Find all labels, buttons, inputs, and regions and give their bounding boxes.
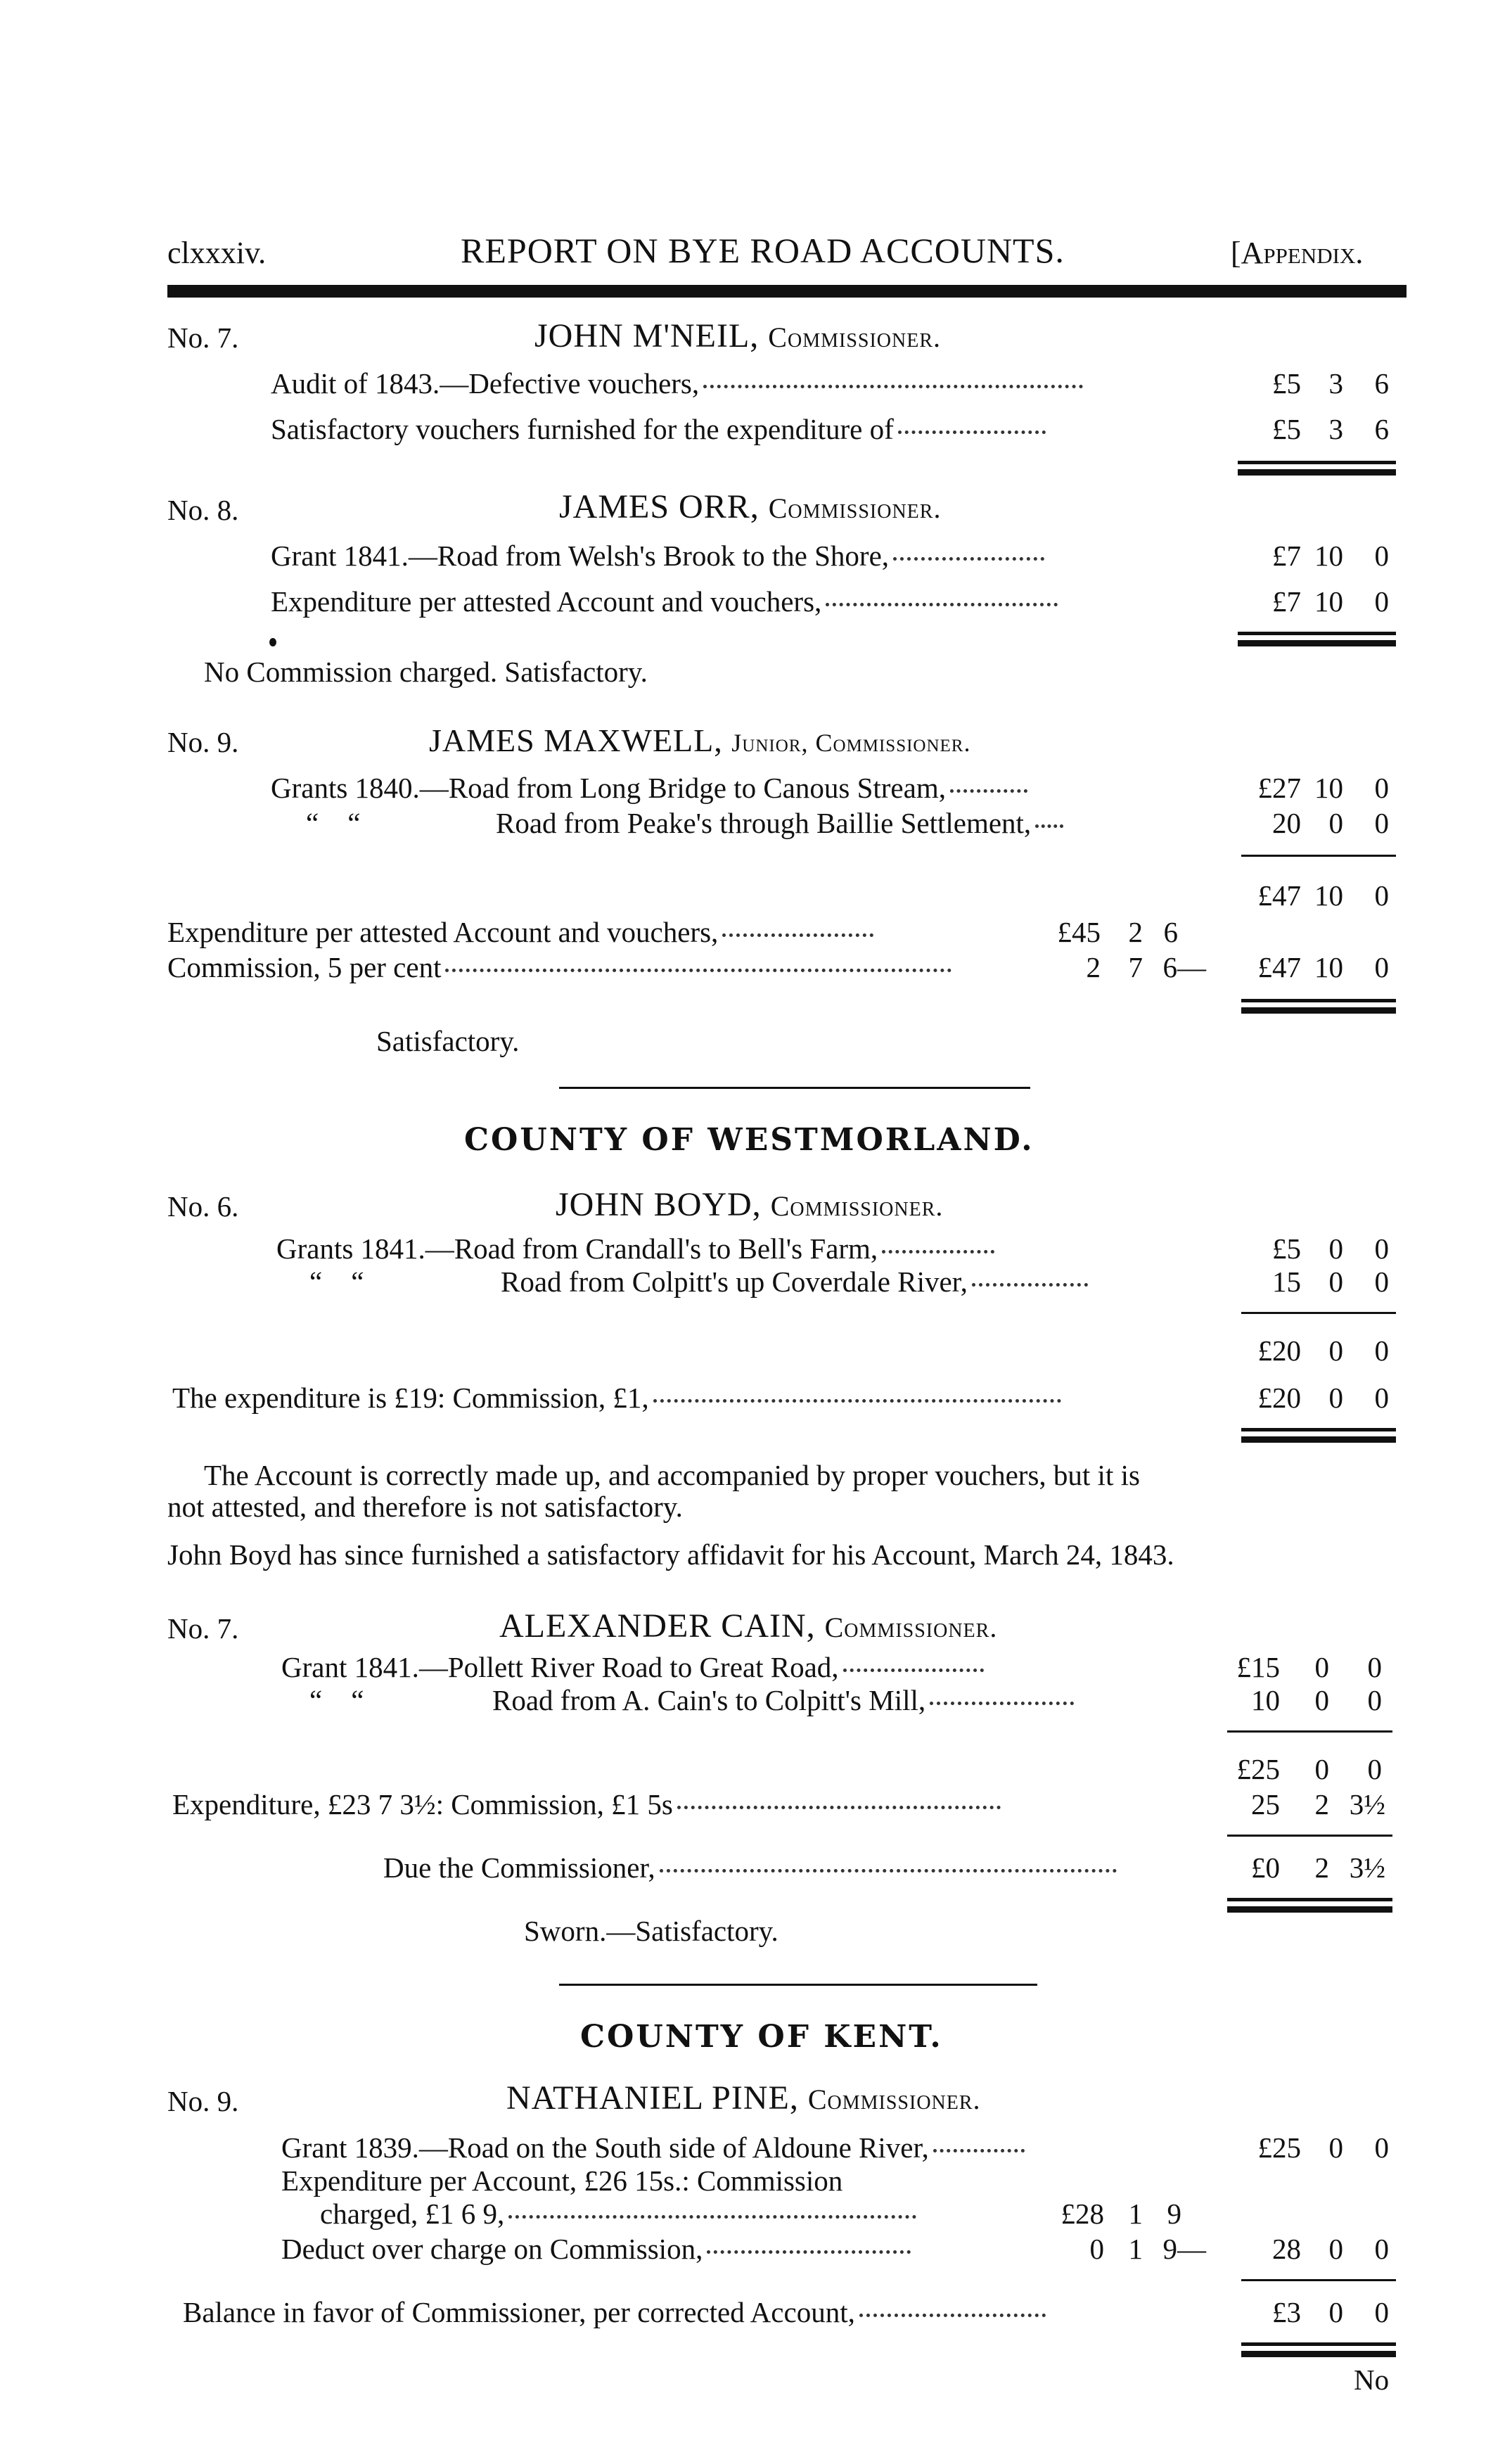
entry-number: No. 9. [167, 726, 239, 758]
amount-shillings: 10 [1314, 772, 1343, 804]
leader-dots [843, 1669, 984, 1672]
commissioner-name [559, 487, 941, 528]
amount-pounds: £5 [1272, 413, 1301, 445]
label: Commission, 5 per cent [167, 951, 442, 983]
line-text [167, 950, 952, 985]
commissioner-name [556, 1185, 943, 1226]
grant-label: Grants 1841.— [276, 1232, 454, 1265]
role: Commissioner. [768, 321, 942, 353]
amount-pounds: 10 [1251, 1684, 1280, 1716]
header-rule [167, 285, 1407, 298]
amount-pence: 0 [1374, 1232, 1389, 1265]
double-rule [1241, 1007, 1396, 1014]
double-rule [1241, 999, 1396, 1002]
section-divider [559, 1984, 1037, 1986]
amount-shillings: 0 [1328, 1265, 1343, 1298]
role: Commissioner. [768, 492, 942, 524]
role: Junior, Commissioner. [731, 729, 971, 757]
amount-pence: 0 [1374, 879, 1389, 912]
ditto-marks: “ “ [309, 1684, 364, 1716]
amount-pounds: £28 [1061, 2198, 1104, 2230]
amount-pounds: £3 [1272, 2296, 1301, 2328]
line-text [271, 584, 1058, 619]
label: Grant 1841.—Road from Welsh's Brook to the Shore, [271, 540, 890, 572]
line-text [281, 2231, 911, 2266]
leader-dots [826, 603, 1058, 606]
line-text [167, 914, 873, 950]
sum-rule [1241, 855, 1396, 857]
amount-pounds: £47 [1257, 951, 1301, 983]
role: Commissioner. [770, 1190, 944, 1222]
amount-shillings: 0 [1328, 1232, 1343, 1265]
sum-rule [1241, 1312, 1396, 1314]
amount-shillings: 2 [1314, 1851, 1329, 1884]
leader-dots [882, 1250, 994, 1254]
double-rule [1238, 469, 1396, 476]
amount-pounds: £45 [1057, 916, 1101, 948]
amount-pence: 0 [1374, 772, 1389, 804]
commissioner-name [429, 721, 970, 763]
double-rule [1241, 1428, 1396, 1431]
amount-pence: 0 [1367, 1684, 1382, 1716]
amount-pence: 6 [1374, 413, 1389, 445]
name: JOHN BOYD, [556, 1186, 762, 1223]
leader-dots [703, 385, 1083, 388]
bullet-mark [269, 638, 276, 646]
amount-shillings: 3 [1328, 367, 1343, 400]
amount-shillings: 0 [1328, 1382, 1343, 1414]
amount-pence: 3½ [1349, 1851, 1385, 1884]
amount-pounds: 15 [1272, 1265, 1301, 1298]
page-title: REPORT ON BYE ROAD ACCOUNTS. [461, 231, 1065, 270]
double-rule [1238, 632, 1396, 635]
amount-shillings: 1 [1128, 2198, 1143, 2230]
line-text [281, 2130, 1025, 2165]
name: NATHANIEL PINE, [506, 2079, 799, 2117]
line-text [271, 366, 1083, 401]
amount-shillings: 0 [1328, 2296, 1343, 2328]
amount-pounds: 2 [1086, 951, 1101, 983]
amount-shillings: 2 [1314, 1788, 1329, 1820]
leader-dots [898, 430, 1046, 434]
label: Road from Peake's through Baillie Settlement, [496, 807, 1032, 839]
double-rule [1241, 2351, 1396, 2357]
leader-dots [660, 1869, 1117, 1873]
amount-pence: 0 [1367, 1753, 1382, 1785]
amount-shillings: 0 [1328, 1334, 1343, 1367]
amount-pence: 0 [1374, 951, 1389, 983]
label: The expenditure is £19: Commission, £1, [172, 1382, 649, 1414]
amount-pence: 6 [1374, 367, 1389, 400]
ditto-marks: “ “ [309, 1265, 364, 1298]
page-number: clxxxiv. [167, 236, 267, 270]
leader-dots [972, 1283, 1088, 1287]
role: Commissioner. [807, 2084, 981, 2115]
amount-pounds: £5 [1272, 367, 1301, 400]
amount-pence: 0 [1374, 540, 1389, 572]
amount-shillings: 10 [1314, 879, 1343, 912]
double-rule [1238, 640, 1396, 646]
amount-shillings: 10 [1314, 951, 1343, 983]
amount-pounds: £15 [1236, 1651, 1280, 1683]
amount-shillings: 10 [1314, 540, 1343, 572]
amount-pence: 9— [1162, 2233, 1206, 2265]
paragraph-line: The Account is correctly made up, and accompanied by proper vouchers, but it is [204, 1459, 1140, 1491]
amount-pounds: 0 [1089, 2233, 1104, 2265]
label: Expenditure per attested Account and vouchers, [167, 916, 719, 948]
catchword: No [1354, 2364, 1390, 2396]
label: charged, £1 6 9, [320, 2198, 505, 2230]
grant-line [271, 770, 1027, 805]
label: Grant 1839.—Road on the South side of Aldoune River, [281, 2131, 929, 2164]
amount-pounds: 25 [1251, 1788, 1280, 1820]
amount-pence: 3½ [1349, 1788, 1385, 1820]
leader-dots [707, 2250, 911, 2254]
amount-pounds: £7 [1272, 540, 1301, 572]
line-text [271, 538, 1044, 573]
entry-note: Satisfactory. [376, 1025, 520, 1057]
leader-dots [1035, 824, 1063, 828]
commissioner-name [506, 2079, 981, 2119]
amount-pounds: £20 [1257, 1334, 1301, 1367]
amount-pounds: £20 [1257, 1382, 1301, 1414]
double-rule [1241, 2342, 1396, 2346]
amount-shillings: 0 [1314, 1753, 1329, 1785]
leader-dots [930, 1702, 1074, 1705]
line-text [320, 2196, 916, 2231]
role: Commissioner. [824, 1612, 998, 1643]
label: Road from A. Cain's to Colpitt's Mill, [492, 1684, 926, 1716]
label: Expenditure, £23 7 3½: Commission, £1 5s [172, 1788, 673, 1820]
amount-pence: 0 [1374, 2296, 1389, 2328]
name: JOHN M'NEIL, [534, 317, 760, 355]
grant-label: Grants 1840.— [271, 772, 449, 804]
label: Deduct over charge on Commission, [281, 2233, 703, 2265]
amount-pence: 0 [1374, 807, 1389, 839]
sum-rule [1227, 1730, 1392, 1733]
double-rule [1241, 1436, 1396, 1443]
label: Due the Commissioner, [383, 1851, 655, 1884]
entry-number: No. 7. [167, 1612, 239, 1645]
leader-dots [722, 933, 873, 937]
amount-pence: 0 [1374, 2131, 1389, 2164]
amount-pounds: £25 [1236, 1753, 1280, 1785]
section-divider [559, 1087, 1030, 1089]
double-rule [1227, 1898, 1392, 1901]
grant-line [492, 1683, 1074, 1718]
entry-note: Sworn.—Satisfactory. [524, 1915, 779, 1947]
amount-shillings: 0 [1314, 1651, 1329, 1683]
leader-dots [677, 1806, 1001, 1809]
entry-number: No. 6. [167, 1190, 239, 1223]
paragraph-line: John Boyd has since furnished a satisfactory affidavit for his Account, March 24, 1843. [167, 1538, 1174, 1571]
label: Satisfactory vouchers furnished for the expenditure of [271, 413, 894, 445]
amount-pounds: £25 [1257, 2131, 1301, 2164]
label: Pollett River Road to Great Road, [447, 1651, 839, 1683]
amount-shillings: 0 [1328, 2233, 1343, 2265]
leader-dots [653, 1399, 1061, 1403]
leader-dots [445, 969, 952, 972]
grant-line [281, 1650, 984, 1685]
entry-number: No. 7. [167, 321, 239, 354]
amount-pounds: £47 [1257, 879, 1301, 912]
sum-rule [1227, 1835, 1392, 1837]
grant-label: Grant 1841.— [281, 1651, 448, 1683]
line-text [172, 1380, 1061, 1415]
double-rule [1227, 1906, 1392, 1913]
label: Road from Long Bridge to Canous Stream, [448, 772, 946, 804]
line-text [172, 1787, 1001, 1822]
name: ALEXANDER CAIN, [499, 1607, 816, 1645]
amount-pence: 0 [1374, 585, 1389, 618]
leader-dots [950, 789, 1027, 793]
amount-pence: 6— [1162, 951, 1206, 983]
amount-pounds: £7 [1272, 585, 1301, 618]
label: Audit of 1843.—Defective vouchers, [271, 367, 700, 400]
amount-pence: 0 [1374, 1265, 1389, 1298]
grant-line [496, 805, 1063, 841]
amount-pence: 0 [1374, 2233, 1389, 2265]
label: Balance in favor of Commissioner, per corrected Account, [183, 2296, 855, 2328]
amount-pence: 9 [1167, 2198, 1181, 2230]
line-text [383, 1850, 1117, 1885]
paragraph-line: not attested, and therefore is not satisfactory. [167, 1491, 683, 1523]
line-text [271, 412, 1046, 447]
amount-pounds: £0 [1251, 1851, 1280, 1884]
leader-dots [933, 2149, 1025, 2152]
label: Expenditure per attested Account and vouchers, [271, 585, 822, 618]
entry-number: No. 9. [167, 2085, 239, 2117]
amount-pence: 0 [1374, 1382, 1389, 1414]
amount-shillings: 1 [1128, 2233, 1143, 2265]
amount-shillings: 10 [1314, 585, 1343, 618]
amount-pounds: £27 [1257, 772, 1301, 804]
amount-shillings: 0 [1314, 1684, 1329, 1716]
amount-pence: 6 [1163, 916, 1178, 948]
county-title: COUNTY OF WESTMORLAND. [464, 1122, 1034, 1158]
name: JAMES MAXWELL, [429, 722, 723, 758]
amount-pounds: 28 [1272, 2233, 1301, 2265]
amount-shillings: 0 [1328, 2131, 1343, 2164]
name: JAMES ORR, [559, 488, 760, 525]
section-label: [Appendix. [1231, 236, 1364, 270]
label: Road from Colpitt's up Coverdale River, [501, 1265, 968, 1298]
county-title: COUNTY OF KENT. [580, 2019, 943, 2055]
ditto-marks: “ “ [306, 807, 361, 839]
leader-dots [508, 2215, 916, 2219]
line-text: Expenditure per Account, £26 15s.: Commission [281, 2164, 843, 2197]
leader-dots [859, 2314, 1046, 2317]
amount-shillings: 3 [1328, 413, 1343, 445]
sum-rule [1241, 2279, 1396, 2281]
label: Road from Crandall's to Bell's Farm, [454, 1232, 878, 1265]
amount-shillings: 0 [1328, 807, 1343, 839]
amount-shillings: 2 [1128, 916, 1143, 948]
grant-line [501, 1264, 1088, 1299]
amount-shillings: 7 [1128, 951, 1143, 983]
double-rule [1238, 461, 1396, 464]
entry-number: No. 8. [167, 494, 239, 526]
grant-line [276, 1231, 994, 1266]
leader-dots [893, 557, 1044, 561]
entry-note: No Commission charged. Satisfactory. [204, 656, 648, 688]
commissioner-name [499, 1607, 997, 1647]
amount-pounds: £5 [1272, 1232, 1301, 1265]
amount-pounds: 20 [1272, 807, 1301, 839]
commissioner-name [534, 317, 941, 357]
amount-pence: 0 [1367, 1651, 1382, 1683]
line-text [183, 2295, 1046, 2330]
amount-pence: 0 [1374, 1334, 1389, 1367]
